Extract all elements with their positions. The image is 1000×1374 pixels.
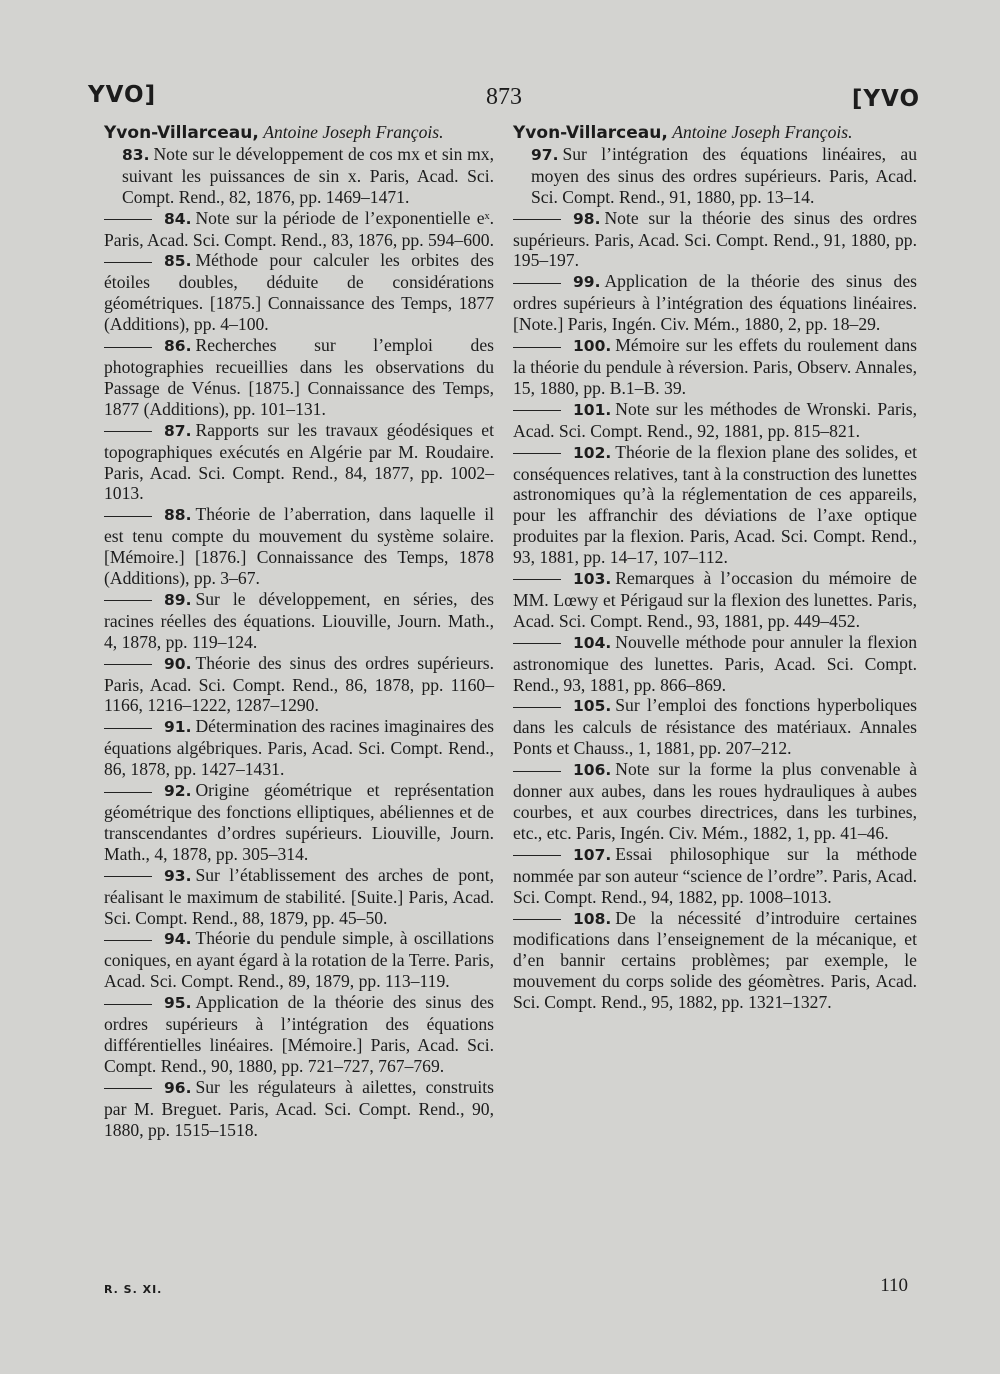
entry-number: 103. xyxy=(573,570,612,589)
entry-number: 85. xyxy=(164,252,192,271)
entry xyxy=(104,653,494,717)
author-surname: Yvon-Villarceau, xyxy=(104,123,259,143)
entry xyxy=(104,716,494,780)
author-forenames: Antoine Joseph François. xyxy=(672,122,853,142)
entry-number: 94. xyxy=(164,930,192,949)
entry xyxy=(513,568,917,632)
entry-text: Théorie des sinus des ordres supérieurs. Paris, Acad. Sci. Compt. Rend., 86, 1878, pp. 1160–1166, 1216–1222, 1287–1290. xyxy=(104,652,494,716)
entry-number: 99. xyxy=(573,273,601,292)
left-column xyxy=(104,122,494,1141)
page-footer xyxy=(104,1275,908,1305)
ditto-rule xyxy=(513,707,561,708)
entry-text: Note sur la théorie des sinus des ordres supérieurs. Paris, Acad. Sci. Compt. Rend., 91, 1880, pp. 195–197. xyxy=(513,207,917,271)
ditto-rule xyxy=(104,347,152,348)
entry-text: Sur l’établissement des arches de pont, réalisant le maximum de stabilité. [Suite.] Paris, Acad. Sci. Compt. Rend., 88, 1879, pp. 45–50. xyxy=(104,864,494,928)
author-forenames: Antoine Joseph François. xyxy=(263,122,444,142)
entry-number: 83. xyxy=(122,145,150,164)
ditto-rule xyxy=(104,262,152,263)
entry-number: 87. xyxy=(164,421,192,440)
ditto-rule xyxy=(513,410,561,411)
entry-number: 86. xyxy=(164,337,192,356)
entry-text: Note sur la période de l’exponentielle eˣ. Paris, Acad. Sci. Compt. Rend., 83, 1876, pp. 594–600. xyxy=(104,207,494,250)
entry-number: 92. xyxy=(164,782,192,801)
entry-number: 100. xyxy=(573,337,612,356)
ditto-rule xyxy=(513,855,561,856)
entry xyxy=(513,144,917,208)
entry-text: Nouvelle méthode pour annuler la flexion astronomique des lunettes. Paris, Acad. Sci. Compt. Rend., 93, 1881, pp. 866–869. xyxy=(513,631,917,695)
entry-number: 106. xyxy=(573,761,612,780)
entry-number: 104. xyxy=(573,633,612,652)
entry xyxy=(104,335,494,420)
ditto-rule xyxy=(513,347,561,348)
entry xyxy=(104,1077,494,1141)
entry-number: 107. xyxy=(573,845,612,864)
entry-number: 101. xyxy=(573,400,612,419)
entry-text: Théorie de la flexion plane des solides, et conséquences relatives, tant à la construction des lunettes astronomiques qu’à la réglementation de ces appareils, pour les affranchir des déviations de l’axe optique produites par la flexion. Paris, Acad. Sci. Compt. Rend., 93, 1881, pp. 14–17, 107–112. xyxy=(513,441,917,568)
ditto-rule xyxy=(513,919,561,920)
entry-text: Remarques à l’occasion du mémoire de MM. Lœwy et Périgaud sur la flexion des lunettes. Paris, Acad. Sci. Compt. Rend., 93, 1881, pp. 449–452. xyxy=(513,568,917,631)
ditto-rule xyxy=(513,771,561,772)
ditto-rule xyxy=(104,728,152,729)
entry-text: Théorie du pendule simple, à oscillations coniques, en ayant égard à la rotation de la Terre. Paris, Acad. Sci. Compt. Rend., 89, 1879, pp. 113–119. xyxy=(104,928,494,992)
entry-text: Recherches sur l’emploi des photographies recueillies dans les observations du Passage de Vénus. [1875.] Connaissance des Temps, 1877 (Additions), pp. 101–131. xyxy=(104,335,494,419)
entry xyxy=(104,865,494,929)
entry-text: Application de la théorie des sinus des ordres supérieurs à l’intégration des équations linéaires. [Note.] Paris, Ingén. Civ. Mém., 1880, 2, pp. 18–29. xyxy=(513,271,917,335)
right-column xyxy=(513,122,917,1013)
entry xyxy=(513,442,917,568)
entry-text: Méthode pour calculer les orbites des étoiles doubles, déduite de considérations géométriques. [1875.] Connaissance des Temps, 1877 (Additions), pp. 4–100. xyxy=(104,250,494,335)
folio-number: 110 xyxy=(880,1275,908,1296)
entry xyxy=(104,250,494,335)
entry xyxy=(104,589,494,653)
entry-text: De la nécessité d’introduire certaines modifications dans l’enseignement de la mécanique, et d’en bannir certains problèmes; par exemple, le mouvement du corps solide des géomètres. Paris, Acad. Sci. Compt. Rend., 95, 1882, pp. 1321–1327. xyxy=(513,907,917,1013)
ditto-rule xyxy=(104,940,152,941)
entry-number: 89. xyxy=(164,590,192,609)
entry-number: 91. xyxy=(164,718,192,737)
entry xyxy=(104,144,494,208)
entry-number: 108. xyxy=(573,909,612,928)
signature-mark: R. S. XI. xyxy=(104,1283,163,1296)
entry xyxy=(513,399,917,442)
entry-number: 98. xyxy=(573,209,601,228)
entry xyxy=(104,420,494,505)
entry xyxy=(513,208,917,272)
entry-number: 97. xyxy=(531,145,559,164)
entry-number: 93. xyxy=(164,866,192,885)
ditto-rule xyxy=(104,664,152,665)
entry-number: 105. xyxy=(573,697,612,716)
entry-text: Note sur les méthodes de Wronski. Paris, Acad. Sci. Compt. Rend., 92, 1881, pp. 815–821. xyxy=(513,398,917,441)
entry-text: Origine géométrique et représentation géométrique des fonctions elliptiques, abéliennes et de transcendantes d’ordres supérieurs. Liouville, Journ. Math., 4, 1878, pp. 305–314. xyxy=(104,780,494,864)
entry-text: Mémoire sur les effets du roulement dans la théorie du pendule à réversion. Paris, Observ. Annales, 15, 1880, pp. B.1–B. 39. xyxy=(513,335,917,398)
author-heading xyxy=(104,122,494,144)
entry xyxy=(513,844,917,908)
entry-text: Sur le développement, en séries, des racines réelles des équations. Liouville, Journ. Math., 4, 1878, pp. 119–124. xyxy=(104,588,494,652)
entry-text: Note sur le développement de cos mx et sin mx, suivant les puissances de sin x. Paris, Acad. Sci. Compt. Rend., 82, 1876, pp. 1469–1471. xyxy=(122,143,494,207)
running-head-right: [YVO xyxy=(851,86,920,112)
ditto-rule xyxy=(513,453,561,454)
entry xyxy=(104,780,494,865)
entry-text: Détermination des racines imaginaires des équations algébriques. Paris, Acad. Sci. Compt. Rend., 86, 1878, pp. 1427–1431. xyxy=(104,716,494,780)
entry xyxy=(513,271,917,335)
ditto-rule xyxy=(104,792,152,793)
entry-text: Sur l’emploi des fonctions hyperboliques dans les calculs de résistance des matériaux. Annales Ponts et Chauss., 1, 1881, pp. 207–212. xyxy=(513,695,917,759)
running-head xyxy=(88,82,920,122)
ditto-rule xyxy=(513,643,561,644)
entry-number: 90. xyxy=(164,654,192,673)
ditto-rule xyxy=(104,219,152,220)
entry-text: Essai philosophique sur la méthode nommée par son auteur “science de l’ordre”. Paris, Acad. Sci. Compt. Rend., 94, 1882, pp. 1008–1013. xyxy=(513,843,917,907)
page-number: 873 xyxy=(486,84,522,110)
entry-text: Rapports sur les travaux géodésiques et topographiques exécutés en Algérie par M. Roudaire. Paris, Acad. Sci. Compt. Rend., 84, 1877, pp. 1002–1013. xyxy=(104,419,494,504)
ditto-rule xyxy=(104,1088,152,1089)
ditto-rule xyxy=(513,283,561,284)
entry xyxy=(104,928,494,992)
entry-number: 96. xyxy=(164,1078,192,1097)
entry xyxy=(104,504,494,589)
entry-number: 88. xyxy=(164,506,192,525)
entry-number: 84. xyxy=(164,209,192,228)
entry-number: 95. xyxy=(164,994,192,1013)
entry xyxy=(513,759,917,844)
ditto-rule xyxy=(513,579,561,580)
author-heading xyxy=(513,122,917,144)
ditto-rule xyxy=(104,600,152,601)
entry-number: 102. xyxy=(573,443,612,462)
entry-text: Sur les régulateurs à ailettes, construits par M. Breguet. Paris, Acad. Sci. Compt. Rend., 90, 1880, pp. 1515–1518. xyxy=(104,1076,494,1140)
entry xyxy=(513,908,917,1014)
entry xyxy=(513,335,917,399)
ditto-rule xyxy=(104,516,152,517)
entry-text: Application de la théorie des sinus des ordres supérieurs à l’intégration des équations différentielles linéaires. [Mémoire.] Paris, Acad. Sci. Compt. Rend., 90, 1880, pp. 721–727, 767–769. xyxy=(104,992,494,1076)
author-surname: Yvon-Villarceau, xyxy=(513,123,668,143)
entry-text: Théorie de l’aberration, dans laquelle il est tenu compte du mouvement du système solaire. [Mémoire.] [1876.] Connaissance des Temps, 1878 (Additions), pp. 3–67. xyxy=(104,504,494,589)
entry-text: Sur l’intégration des équations linéaires, au moyen des sinus des ordres supérieurs. Paris, Acad. Sci. Compt. Rend., 91, 1880, pp. 13–14. xyxy=(531,143,917,207)
entry xyxy=(513,695,917,759)
entry xyxy=(104,208,494,251)
entry xyxy=(104,992,494,1077)
ditto-rule xyxy=(104,1004,152,1005)
entry-text: Note sur la forme la plus convenable à donner aux aubes, dans les roues hydrauliques à aubes courbes, et aux courbes directrices, dans les turbines, etc., etc. Paris, Ingén. Civ. Mém., 1882, 1, pp. 41–46. xyxy=(513,759,917,843)
ditto-rule xyxy=(104,876,152,877)
ditto-rule xyxy=(513,219,561,220)
entry xyxy=(513,632,917,696)
ditto-rule xyxy=(104,431,152,432)
running-head-left: YVO] xyxy=(88,82,157,108)
